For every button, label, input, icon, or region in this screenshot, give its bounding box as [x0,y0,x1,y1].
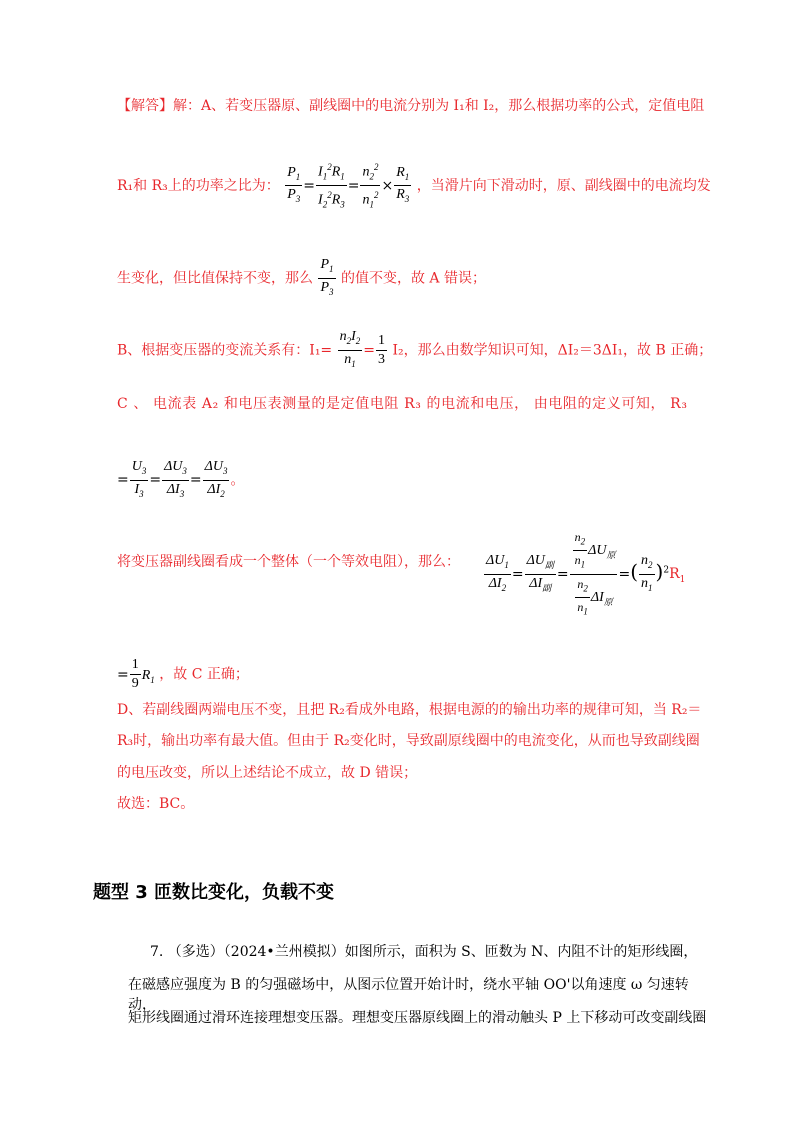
question-line-3: 矩形线圈通过滑环连接理想变压器。理想变压器原线圈上的滑动触头 P 上下移动可改变副线圈 [128,1010,707,1026]
answer-line-5 [117,394,688,414]
answer-text: D、若副线圈两端电压不变，且把 R₂看成外电路，根据电源的的输出功率的规律可知，当 R₂＝ [117,702,702,718]
formula-one-ninth-r1: = $\frac{1}{9}$ $R_1$ [117,657,155,691]
answer-line-6 [117,458,244,503]
answer-line-10 [117,731,700,751]
answer-line-9 [117,700,701,720]
formula-power-ratio: $\frac{P_1}{P_3}$ = $\frac{I_1^2R_1}{I_2^2R_3}$ = $\frac{n_2^2}{n_1^2}$ × $\frac{R_1}{R_3}$ [284,178,417,194]
answer-text: 生变化，但比值保持不变，那么 [117,270,313,287]
answer-text: R₁和 R₃上的功率之比为： [117,177,280,194]
answer-text: 故选：BC。 [117,796,195,812]
answer-text: B、根据变压器的变流关系有：I₁= [117,342,333,359]
formula-equivalent-resistance: $\frac{\Delta U_1}{\Delta I_2}$ = $\frac{\Delta U_副}{\Delta I_副}$ = $\frac{n_2}{n_1}$ $\Delta U_原$ $\frac{n_2}{n_1}$ $\Delta I_原$ =( $\frac{n_2}{n_1}$ )$^2R_1$ [486,530,686,617]
formula-n2i2-n1: $\frac{n_2I_2}{n_1}$ [339,329,361,369]
answer-text: C 、 电流表 A₂ 和电压表测量的是定值电阻 R₃ 的电流和电压， 由电阻的定义可知， R₃ [117,396,688,412]
answer-line-12 [117,794,194,814]
answer-text: 将变压器副线圈看成一个整体（一个等效电阻），那么： [117,554,460,570]
answer-text: 【解答】解：A、若变压器原、副线圈中的电流分别为 I₁和 I₂，那么根据功率的公式，定值电阻 [117,98,705,114]
answer-line-4: B、根据变压器的变流关系有：I₁= $\frac{n_2I_2}{n_1}$ = $\frac{1}{3}$ I₂，那么由数学知识可知，ΔI₂＝3ΔI₁，故 B 正确； [117,328,712,373]
answer-text: 。 [230,472,245,489]
answer-line-11 [117,763,417,783]
question-line-1: 7. （多选）（2024•兰州模拟）如图所示，面积为 S、匝数为 N、内阻不计的矩形线圈， [150,944,698,960]
answer-line-2 [117,158,711,214]
answer-text: I₂，那么由数学知识可知，ΔI₂＝3ΔI₁，故 B 正确； [392,342,713,359]
answer-text: ，当滑片向下滑动时，原、副线圈中的电流均发 [416,177,711,194]
formula-p1-p3: $\frac{P_1}{P_3}$ [320,257,334,297]
answer-line-7 [117,552,460,572]
question-line-2: 在磁感应强度为 B 的匀强磁场中，从图示位置开始计时，绕水平轴 OO'以角速度 ω 匀速转动， [128,977,689,1013]
formula-r3: = $\frac{U_3}{I_3}$ = $\frac{\Delta U_3}{\Delta I_3}$ = $\frac{\Delta U_3}{\Delta I_2}$ [117,459,228,499]
answer-line-3 [117,256,486,301]
answer-line-8 [117,656,249,693]
section-heading: 题型 3 匝数比变化，负载不变 [93,882,335,903]
answer-text: 的电压改变，所以上述结论不成立，故 D 错误； [117,765,418,781]
answer-line-1 [117,96,704,116]
formula-one-third: $\frac{1}{3}$ [378,332,386,367]
answer-text: ，故 C 正确； [159,666,249,683]
answer-text: 的值不变，故 A 错误； [340,270,486,287]
answer-text: R₃时，输出功率有最大值。但由于 R₂变化时，导致副原线圈中的电流变化，从而也导致副线圈 [117,733,700,749]
